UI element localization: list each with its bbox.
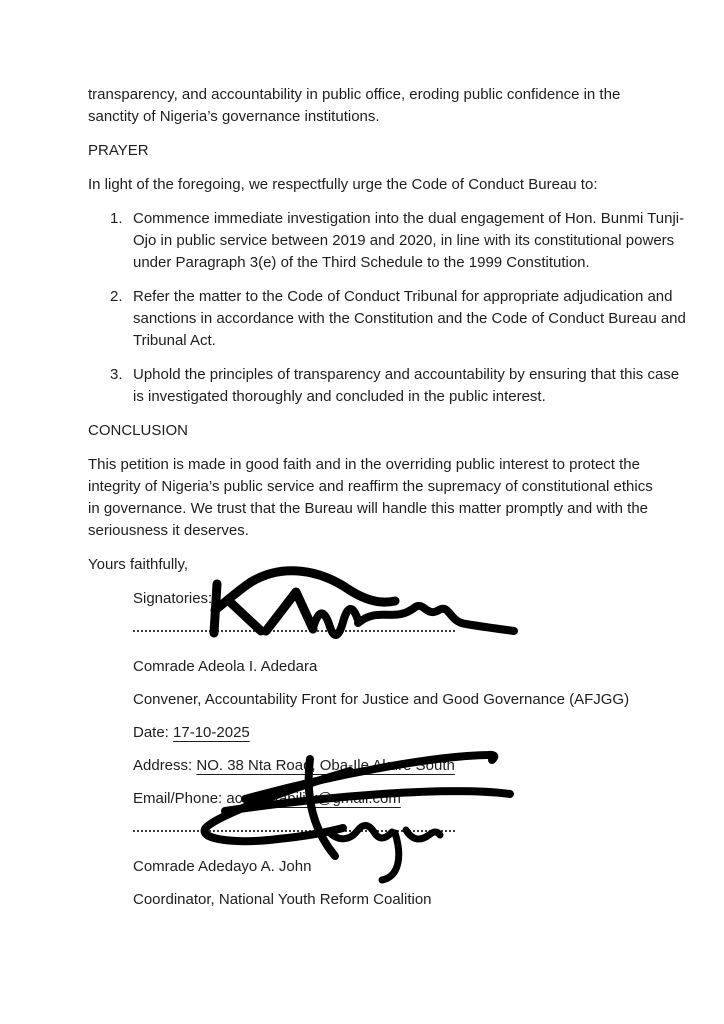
prayer-lead: In light of the foregoing, we respectfully urge the Code of Conduct Bureau to: — [88, 176, 598, 193]
list-item — [110, 286, 694, 352]
contact-line — [133, 788, 668, 810]
address-line — [133, 755, 668, 777]
contact-label: Email/Phone: — [133, 790, 223, 807]
conclusion-heading: CONCLUSION — [88, 422, 189, 439]
signatory-2-name: Comrade Adedayo A. John — [133, 858, 312, 875]
list-item-text: Refer the matter to the Code of Conduct Tribunal for appropriate adjudication and sanctions in accordance with the Constitution and the Code of Conduct Bureau and Tribunal Act. — [133, 288, 686, 349]
list-item — [110, 364, 694, 408]
signature-block — [133, 588, 668, 911]
list-item-text: Commence immediate investigation into the dual engagement of Hon. Bunmi Tunji-Ojo in public service between 2019 and 2020, in line with its constitutional powers under Paragraph 3(e) of the Third Schedule to the 1999 Constitution. — [133, 210, 685, 271]
address-label: Address: — [133, 757, 193, 774]
closing-salutation: Yours faithfully, — [88, 556, 189, 573]
date-value: 17-10-2025 — [173, 724, 250, 741]
signatories-label: Signatories: — [133, 590, 213, 607]
list-item-number: 3. — [110, 366, 123, 383]
intro-paragraph-fragment: transparency, and accountability in public office, eroding public confidence in the sanctity of Nigeria’s governance institutions. — [88, 86, 621, 125]
petition-body — [88, 84, 686, 922]
date-label: Date: — [133, 724, 169, 741]
conclusion-paragraph: This petition is made in good faith and in the overriding public interest to protect the integrity of Nigeria’s public service and reaffirm the supremacy of constitutional ethics in governance. We trust that the Bureau will handle this matter promptly and with the seriousness it deserves. — [88, 456, 653, 539]
list-item-number: 1. — [110, 210, 123, 227]
contact-value: accountability@gmail.com — [226, 790, 401, 807]
signature-line-2 — [133, 830, 455, 832]
signatory-1-name: Comrade Adeola I. Adedara — [133, 658, 318, 675]
prayer-heading: PRAYER — [88, 142, 149, 159]
date-line — [133, 722, 668, 744]
list-item-number: 2. — [110, 288, 123, 305]
prayer-list — [110, 208, 686, 408]
list-item — [110, 208, 694, 274]
signature-line-1 — [133, 630, 455, 632]
signatory-2-title: Coordinator, National Youth Reform Coalition — [133, 891, 432, 908]
address-value: NO. 38 Nta Road, Oba-Ile Akure South — [196, 757, 455, 774]
signatory-1-title: Convener, Accountability Front for Justice and Good Governance (AFJGG) — [133, 691, 630, 708]
list-item-text: Uphold the principles of transparency and accountability by ensuring that this case is investigated thoroughly and concluded in the public interest. — [133, 366, 680, 405]
